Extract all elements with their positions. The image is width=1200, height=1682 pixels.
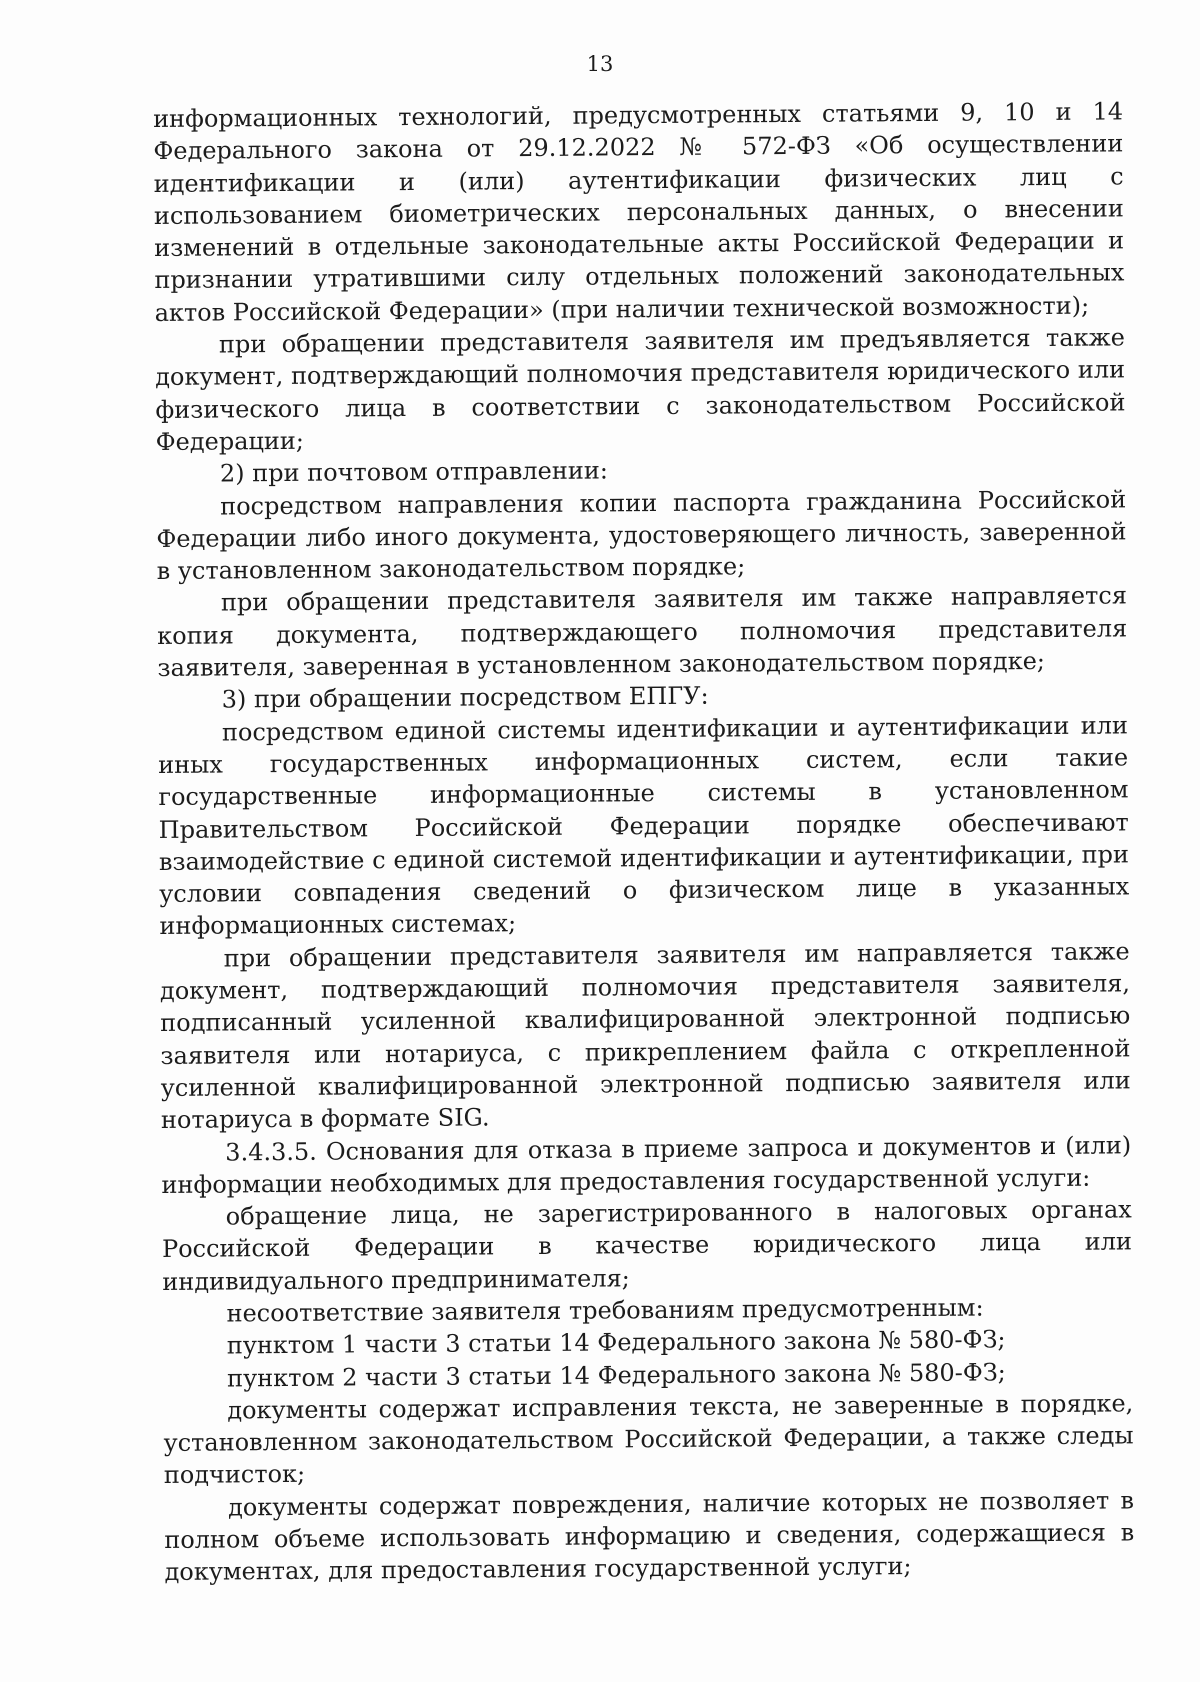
paragraph-representative-document: при обращении представителя заявителя им предъявляется также документ, подтверждающий полномочия представителя юридического или физического лица в соответствии с законодательством Российской Федерации; (155, 323, 1126, 456)
paragraph-representative-copy: при обращении представителя заявителя им также направляется копия документа, подтверждающего полномочия представителя заявителя, заверенная в установленном законодательством порядке; (157, 581, 1128, 683)
paragraph-esia: посредством единой системы идентификации и аутентификации или иных государственных информационных систем, если такие государственные информационные системы в установленном Правительством Российской Федерации порядке обеспечивают взаимодействие с единой системой идентификации и аутентификации, при условии совпадения сведений о физическом лице в указанных информационных системах; (158, 711, 1130, 941)
list-item-clause-2: пунктом 2 части 3 статьи 14 Федерального закона № 580-ФЗ; (226, 1357, 1006, 1393)
paragraph-representative-signature: при обращении представителя заявителя им направляется также документ, подтверждающий полномочия представителя заявителя, подписанный усиленной квалифицированной электронной подписью заявителя или нотариуса, с прикреплением файла с открепленной усиленной квалифицированной электронной подписью заявителя или нотариуса в формате SIG. (159, 937, 1131, 1135)
paragraph-damage: документы содержат повреждения, наличие которых не позволяет в полном объеме использовать информацию и сведения, содержащиеся в документах, для предоставления государственной услуги; (164, 1486, 1135, 1587)
paragraph-corrections: документы содержат исправления текста, не заверенные в порядке, установленном законодательством Российской Федерации, а также следы подчисток; (163, 1389, 1134, 1490)
paragraph-tax-registration: обращение лица, не зарегистрированного в налоговых органах Российской Федерации в качестве юридического лица или индивидуального предпринимателя; (161, 1195, 1133, 1296)
list-item-epgu: 3) при обращении посредством ЕПГУ: (221, 681, 709, 714)
paragraph-passport-copy: посредством направления копии паспорта гражданина Российской Федерации либо иного документа, удостоверяющего личность, заверенной в установленном законодательством порядке; (156, 484, 1127, 586)
paragraph-requirements: несоответствие заявителя требованиям предусмотренным: (226, 1293, 984, 1328)
document-body (153, 95, 1135, 1588)
paragraph-continuation: информационных технологий, предусмотренных статьями 9, 10 и 14 Федерального закона от 29.12.2022 № 572-ФЗ «Об осуществлении идентификации и (или) аутентификации физических лиц с использованием биометрических персональных данных, о внесении изменений в отдельные законодательные акты Российской Федерации и признании утратившими силу отдельных положений законодательных актов Российской Федерации» (при наличии технической возможности); (153, 97, 1125, 327)
list-item-clause-1: пунктом 1 части 3 статьи 14 Федерального закона № 580-ФЗ; (226, 1325, 1006, 1360)
page-number: 13 (586, 52, 614, 76)
list-item-postal: 2) при почтовом отправлении: (219, 456, 608, 488)
section-heading-3-4-3-5: 3.4.3.5. Основания для отказа в приеме запроса и документов и (или) информации необходимых для предоставления государственной услуги: (161, 1130, 1132, 1199)
